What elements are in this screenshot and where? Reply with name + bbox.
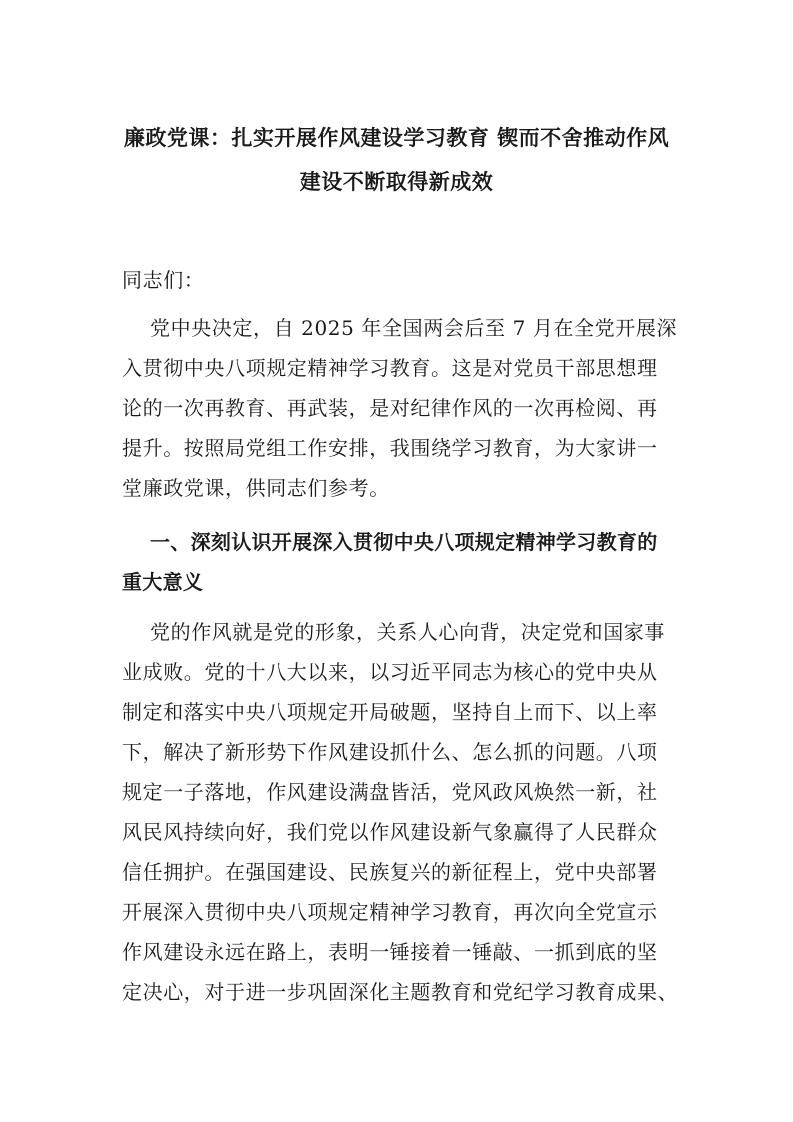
paragraph-2-line: 党的作风就是党的形象，关系人心向背，决定党和国家事: [150, 620, 665, 644]
paragraph-2-line: 开展深入贯彻中央八项规定精神学习教育，再次向全党宣示: [122, 900, 658, 924]
section-heading-1-line: 重大意义: [122, 570, 204, 594]
paragraph-1-line: 入贯彻中央八项规定精神学习教育。这是对党员干部思想理: [122, 356, 658, 380]
paragraph-1-line: 提升。按照局党组工作安排，我围绕学习教育，为大家讲一: [122, 436, 658, 460]
paragraph-1-line: 堂廉政党课，供同志们参考。: [122, 476, 390, 500]
paragraph-2-line: 制定和落实中央八项规定开局破题，坚持自上而下、以上率: [122, 700, 658, 724]
document-title-line-1: 廉政党课：扎实开展作风建设学习教育 锲而不舍推动作风: [123, 126, 670, 150]
paragraph-2-line: 规定一子落地，作风建设满盘皆活，党风政风焕然一新，社: [122, 780, 658, 804]
paragraph-2-line: 下，解决了新形势下作风建设抓什么、怎么抓的问题。八项: [122, 740, 658, 764]
paragraph-2-line: 作风建设永远在路上，表明一锤接着一锤敲、一抓到底的坚: [122, 940, 658, 964]
salutation: 同志们：: [122, 268, 205, 292]
paragraph-2-line: 信任拥护。在强国建设、民族复兴的新征程上，党中央部署: [122, 860, 658, 884]
paragraph-2-line: 业成败。党的十八大以来，以习近平同志为核心的党中央从: [122, 660, 658, 684]
paragraph-1-line: 论的一次再教育、再武装，是对纪律作风的一次再检阅、再: [122, 396, 658, 420]
paragraph-2-line: 定决心，对于进一步巩固深化主题教育和党纪学习教育成果、: [122, 980, 679, 1004]
paragraph-1-line: 党中央决定，自 2025 年全国两会后至 7 月在全党开展深: [150, 316, 678, 340]
document-title-line-2: 建设不断取得新成效: [299, 170, 494, 194]
paragraph-2-line: 风民风持续向好，我们党以作风建设新气象赢得了人民群众: [122, 820, 658, 844]
section-heading-1-line: 一、深刻认识开展深入贯彻中央八项规定精神学习教育的: [150, 530, 658, 554]
